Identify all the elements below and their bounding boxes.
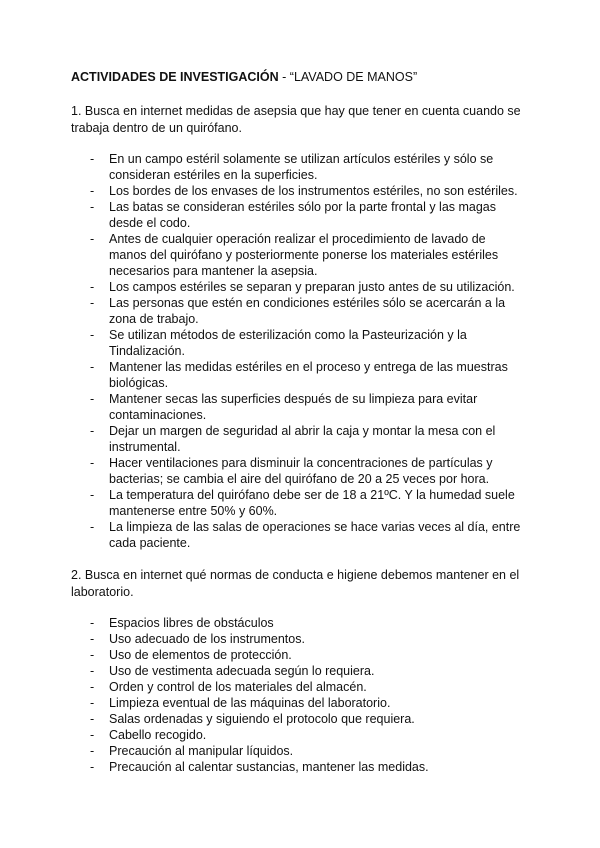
list-item <box>0 231 524 279</box>
list-item-text: Cabello recogido. <box>109 728 207 742</box>
list-item-text: Hacer ventilaciones para disminuir la concentraciones de partículas y bacterias; se cambia el aire del quirófano de 20 a 25 veces por hora. <box>109 456 493 486</box>
bullet-dash: - <box>90 200 95 214</box>
bullet-dash: - <box>90 760 95 774</box>
list-item <box>0 151 524 183</box>
bullet-dash: - <box>90 648 95 662</box>
list-item <box>0 743 524 759</box>
bullet-dash: - <box>90 728 95 742</box>
laboratorio-list <box>0 615 600 775</box>
list-item-text: Uso adecuado de los instrumentos. <box>109 632 305 646</box>
list-item-text: En un campo estéril solamente se utilizan artículos estériles y sólo se consideran estériles en la superficies. <box>109 152 494 182</box>
bullet-dash: - <box>90 184 95 198</box>
list-item-text: Mantener las medidas estériles en el proceso y entrega de las muestras biológicas. <box>109 360 508 390</box>
list-item <box>0 695 524 711</box>
list-item <box>0 615 524 631</box>
document-title <box>71 69 417 85</box>
list-item <box>0 519 524 551</box>
list-item <box>0 647 524 663</box>
list-item-text: La temperatura del quirófano debe ser de 18 a 21ºC. Y la humedad suele mantenerse entre 50% y 60%. <box>109 488 515 518</box>
list-item <box>0 183 524 199</box>
list-item <box>0 279 524 295</box>
list-item-text: Precaución al calentar sustancias, mantener las medidas. <box>109 760 429 774</box>
list-item-text: Espacios libres de obstáculos <box>109 616 274 630</box>
list-item-text: Uso de vestimenta adecuada según lo requiera. <box>109 664 375 678</box>
list-item <box>0 199 524 231</box>
list-item <box>0 663 524 679</box>
bullet-dash: - <box>90 696 95 710</box>
list-item-text: Los bordes de los envases de los instrumentos estériles, no son estériles. <box>109 184 518 198</box>
list-item-text: Antes de cualquier operación realizar el procedimiento de lavado de manos del quirófano y posteriormente ponerse los materiales estériles necesarios para mantener la asepsia. <box>109 232 499 278</box>
bullet-dash: - <box>90 632 95 646</box>
list-item-text: Las personas que estén en condiciones estériles sólo se acercarán a la zona de trabajo. <box>109 296 506 326</box>
list-item-text: Precaución al manipular líquidos. <box>109 744 294 758</box>
list-item-text: Orden y control de los materiales del almacén. <box>109 680 367 694</box>
bullet-dash: - <box>90 520 95 534</box>
list-item <box>0 295 524 327</box>
list-item <box>0 631 524 647</box>
list-item <box>0 327 524 359</box>
bullet-dash: - <box>90 280 95 294</box>
list-item <box>0 455 524 487</box>
bullet-dash: - <box>90 328 95 342</box>
question-2: 2. Busca en internet qué normas de conducta e higiene debemos mantener en el laboratorio. <box>71 568 520 599</box>
bullet-dash: - <box>90 456 95 470</box>
list-item-text: Limpieza eventual de las máquinas del laboratorio. <box>109 696 391 710</box>
list-item <box>0 727 524 743</box>
list-item <box>0 359 524 391</box>
bullet-dash: - <box>90 488 95 502</box>
list-item <box>0 759 524 775</box>
list-item <box>0 487 524 519</box>
list-item-text: Los campos estériles se separan y preparan justo antes de su utilización. <box>109 280 515 294</box>
bullet-dash: - <box>90 744 95 758</box>
title-bold: ACTIVIDADES DE INVESTIGACIÓN <box>71 70 279 84</box>
list-item <box>0 679 524 695</box>
bullet-dash: - <box>90 232 95 246</box>
list-item-text: Dejar un margen de seguridad al abrir la caja y montar la mesa con el instrumental. <box>109 424 496 454</box>
bullet-dash: - <box>90 616 95 630</box>
bullet-dash: - <box>90 680 95 694</box>
bullet-dash: - <box>90 152 95 166</box>
bullet-dash: - <box>90 360 95 374</box>
list-item <box>0 711 524 727</box>
title-rest: - “LAVADO DE MANOS” <box>278 70 418 84</box>
bullet-dash: - <box>90 296 95 310</box>
asepsia-list <box>0 151 600 551</box>
list-item-text: Se utilizan métodos de esterilización como la Pasteurización y la Tindalización. <box>109 328 467 358</box>
list-item-text: Mantener secas las superficies después de su limpieza para evitar contaminaciones. <box>109 392 478 422</box>
bullet-dash: - <box>90 392 95 406</box>
list-item-text: Las batas se consideran estériles sólo por la parte frontal y las magas desde el codo. <box>109 200 497 230</box>
question-1: 1. Busca en internet medidas de asepsia que hay que tener en cuenta cuando se trabaja dentro de un quirófano. <box>71 104 521 135</box>
list-item <box>0 391 524 423</box>
list-item-text: La limpieza de las salas de operaciones se hace varias veces al día, entre cada paciente. <box>109 520 521 550</box>
bullet-dash: - <box>90 712 95 726</box>
list-item <box>0 423 524 455</box>
list-item-text: Uso de elementos de protección. <box>109 648 292 662</box>
bullet-dash: - <box>90 664 95 678</box>
bullet-dash: - <box>90 424 95 438</box>
list-item-text: Salas ordenadas y siguiendo el protocolo que requiera. <box>109 712 415 726</box>
